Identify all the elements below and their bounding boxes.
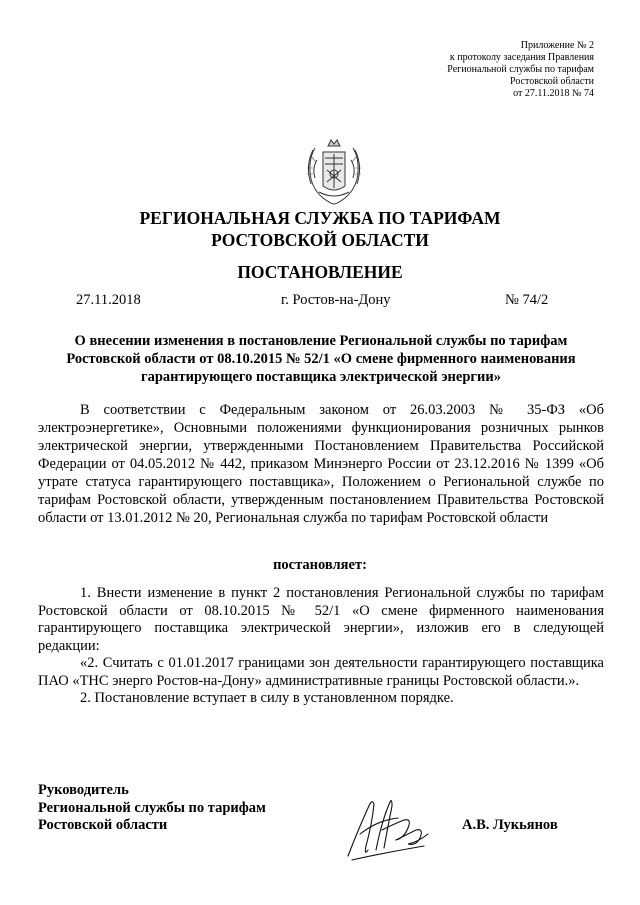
appendix-line-3: Региональной службы по тарифам	[447, 64, 594, 75]
appendix-line-4: Ростовской области	[510, 76, 594, 87]
org-name-line-1: РЕГИОНАЛЬНАЯ СЛУЖБА ПО ТАРИФАМ	[139, 208, 501, 228]
item-1: 1. Внести изменение в пункт 2 постановления Региональной службы по тарифам Ростовской области от 08.10.2015 № 52/1 «О смене фирменного наименования гарантирующего поставщика электрической энергии», изложив его в следующей редакции:	[38, 585, 604, 654]
item-2: 2. Постановление вступает в силу в установленном порядке.	[80, 690, 454, 706]
org-name-line-2: РОСТОВСКОЙ ОБЛАСТИ	[211, 230, 429, 250]
document-date: 27.11.2018	[76, 292, 141, 308]
preamble-paragraph: В соответствии с Федеральным законом от 26.03.2003 № 35-ФЗ «Об электроэнергетике», Основными положениями функционирования розничных рынков электрической энергии, утвержденными Постановлением Правительства Российской Федерации от 04.05.2012 № 442, приказом Минэнерго России от 23.12.2016 № 1399 «Об утрате статуса гарантирующего поставщика», Положением о Региональной службе по тарифам Ростовской области, утвержденным постановлением Правительства Ростовской области от 13.01.2012 № 20, Региональная служба по тарифам Ростовской области	[38, 402, 604, 526]
signer-title-line-3: Ростовской области	[38, 817, 168, 833]
document-type: ПОСТАНОВЛЕНИЕ	[237, 262, 403, 282]
signer-name: А.В. Лукьянов	[462, 817, 558, 833]
document-city: г. Ростов-на-Дону	[281, 292, 391, 308]
coat-of-arms-icon	[301, 138, 367, 206]
appendix-line-5: от 27.11.2018 № 74	[513, 88, 594, 99]
item-1-quote: «2. Считать с 01.01.2017 границами зон деятельности гарантирующего поставщика ПАО «ТНС энерго Ростов-на-Дону» административные границы Ростовской области.».	[38, 655, 604, 689]
decree-word: постановляет:	[273, 557, 367, 573]
handwritten-signature-icon	[338, 790, 434, 870]
appendix-line-1: Приложение № 2	[520, 40, 594, 51]
decree-items	[38, 585, 604, 708]
signer-title	[38, 782, 266, 835]
document-subject: О внесении изменения в постановление Региональной службы по тарифам Ростовской области от 08.10.2015 № 52/1 «О смене фирменного наименования гарантирующего поставщика электрической энергии»	[66, 333, 576, 385]
signer-title-line-1: Руководитель	[38, 782, 129, 798]
issuing-authority	[0, 207, 640, 251]
document-number: № 74/2	[505, 292, 549, 308]
appendix-note	[447, 40, 594, 100]
appendix-line-2: к протоколу заседания Правления	[449, 52, 594, 63]
signer-title-line-2: Региональной службы по тарифам	[38, 799, 266, 816]
